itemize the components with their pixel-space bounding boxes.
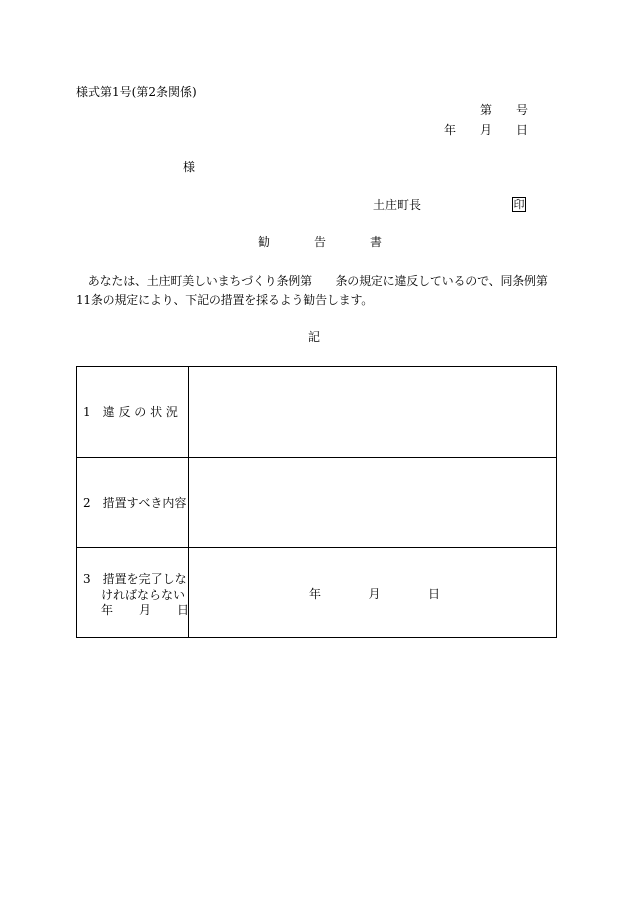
document-title: 勧 告 書 <box>258 235 389 249</box>
table-row <box>77 457 556 548</box>
body-text-line: 11条の規定により、下記の措置を採るよう勧告します。 <box>76 293 374 307</box>
row-label: 2 措置すべき内容 <box>83 496 187 510</box>
measures-table <box>76 366 557 638</box>
table-row <box>77 547 556 637</box>
sender-name: 土庄町長 <box>373 198 422 212</box>
form-number-label: 様式第1号(第2条関係) <box>76 85 197 99</box>
row-value-cell <box>189 548 556 637</box>
document-number: 第 号 <box>480 103 529 117</box>
row-label-cell <box>77 458 189 548</box>
row-label: 3 措置を完了しな <box>83 572 187 586</box>
row-value-cell <box>189 458 556 548</box>
row-label-cell <box>77 548 189 637</box>
addressee-honorific: 様 <box>183 160 196 174</box>
row-value-cell <box>189 367 556 457</box>
row-label-cell <box>77 367 189 457</box>
row-label: 年 月 日 <box>101 603 190 617</box>
note-heading: 記 <box>308 330 321 344</box>
seal-mark: 印 <box>513 198 525 211</box>
row-label: 1 違 反 の 状 況 <box>83 405 178 419</box>
document-date: 年 月 日 <box>444 123 529 137</box>
row-label: ければならない <box>101 588 186 602</box>
table-row <box>77 367 556 457</box>
completion-date-value: 年 月 日 <box>309 587 440 601</box>
body-text-line: あなたは、土庄町美しいまちづくり条例第 条の規定に違反しているので、同条例第 <box>76 274 548 288</box>
